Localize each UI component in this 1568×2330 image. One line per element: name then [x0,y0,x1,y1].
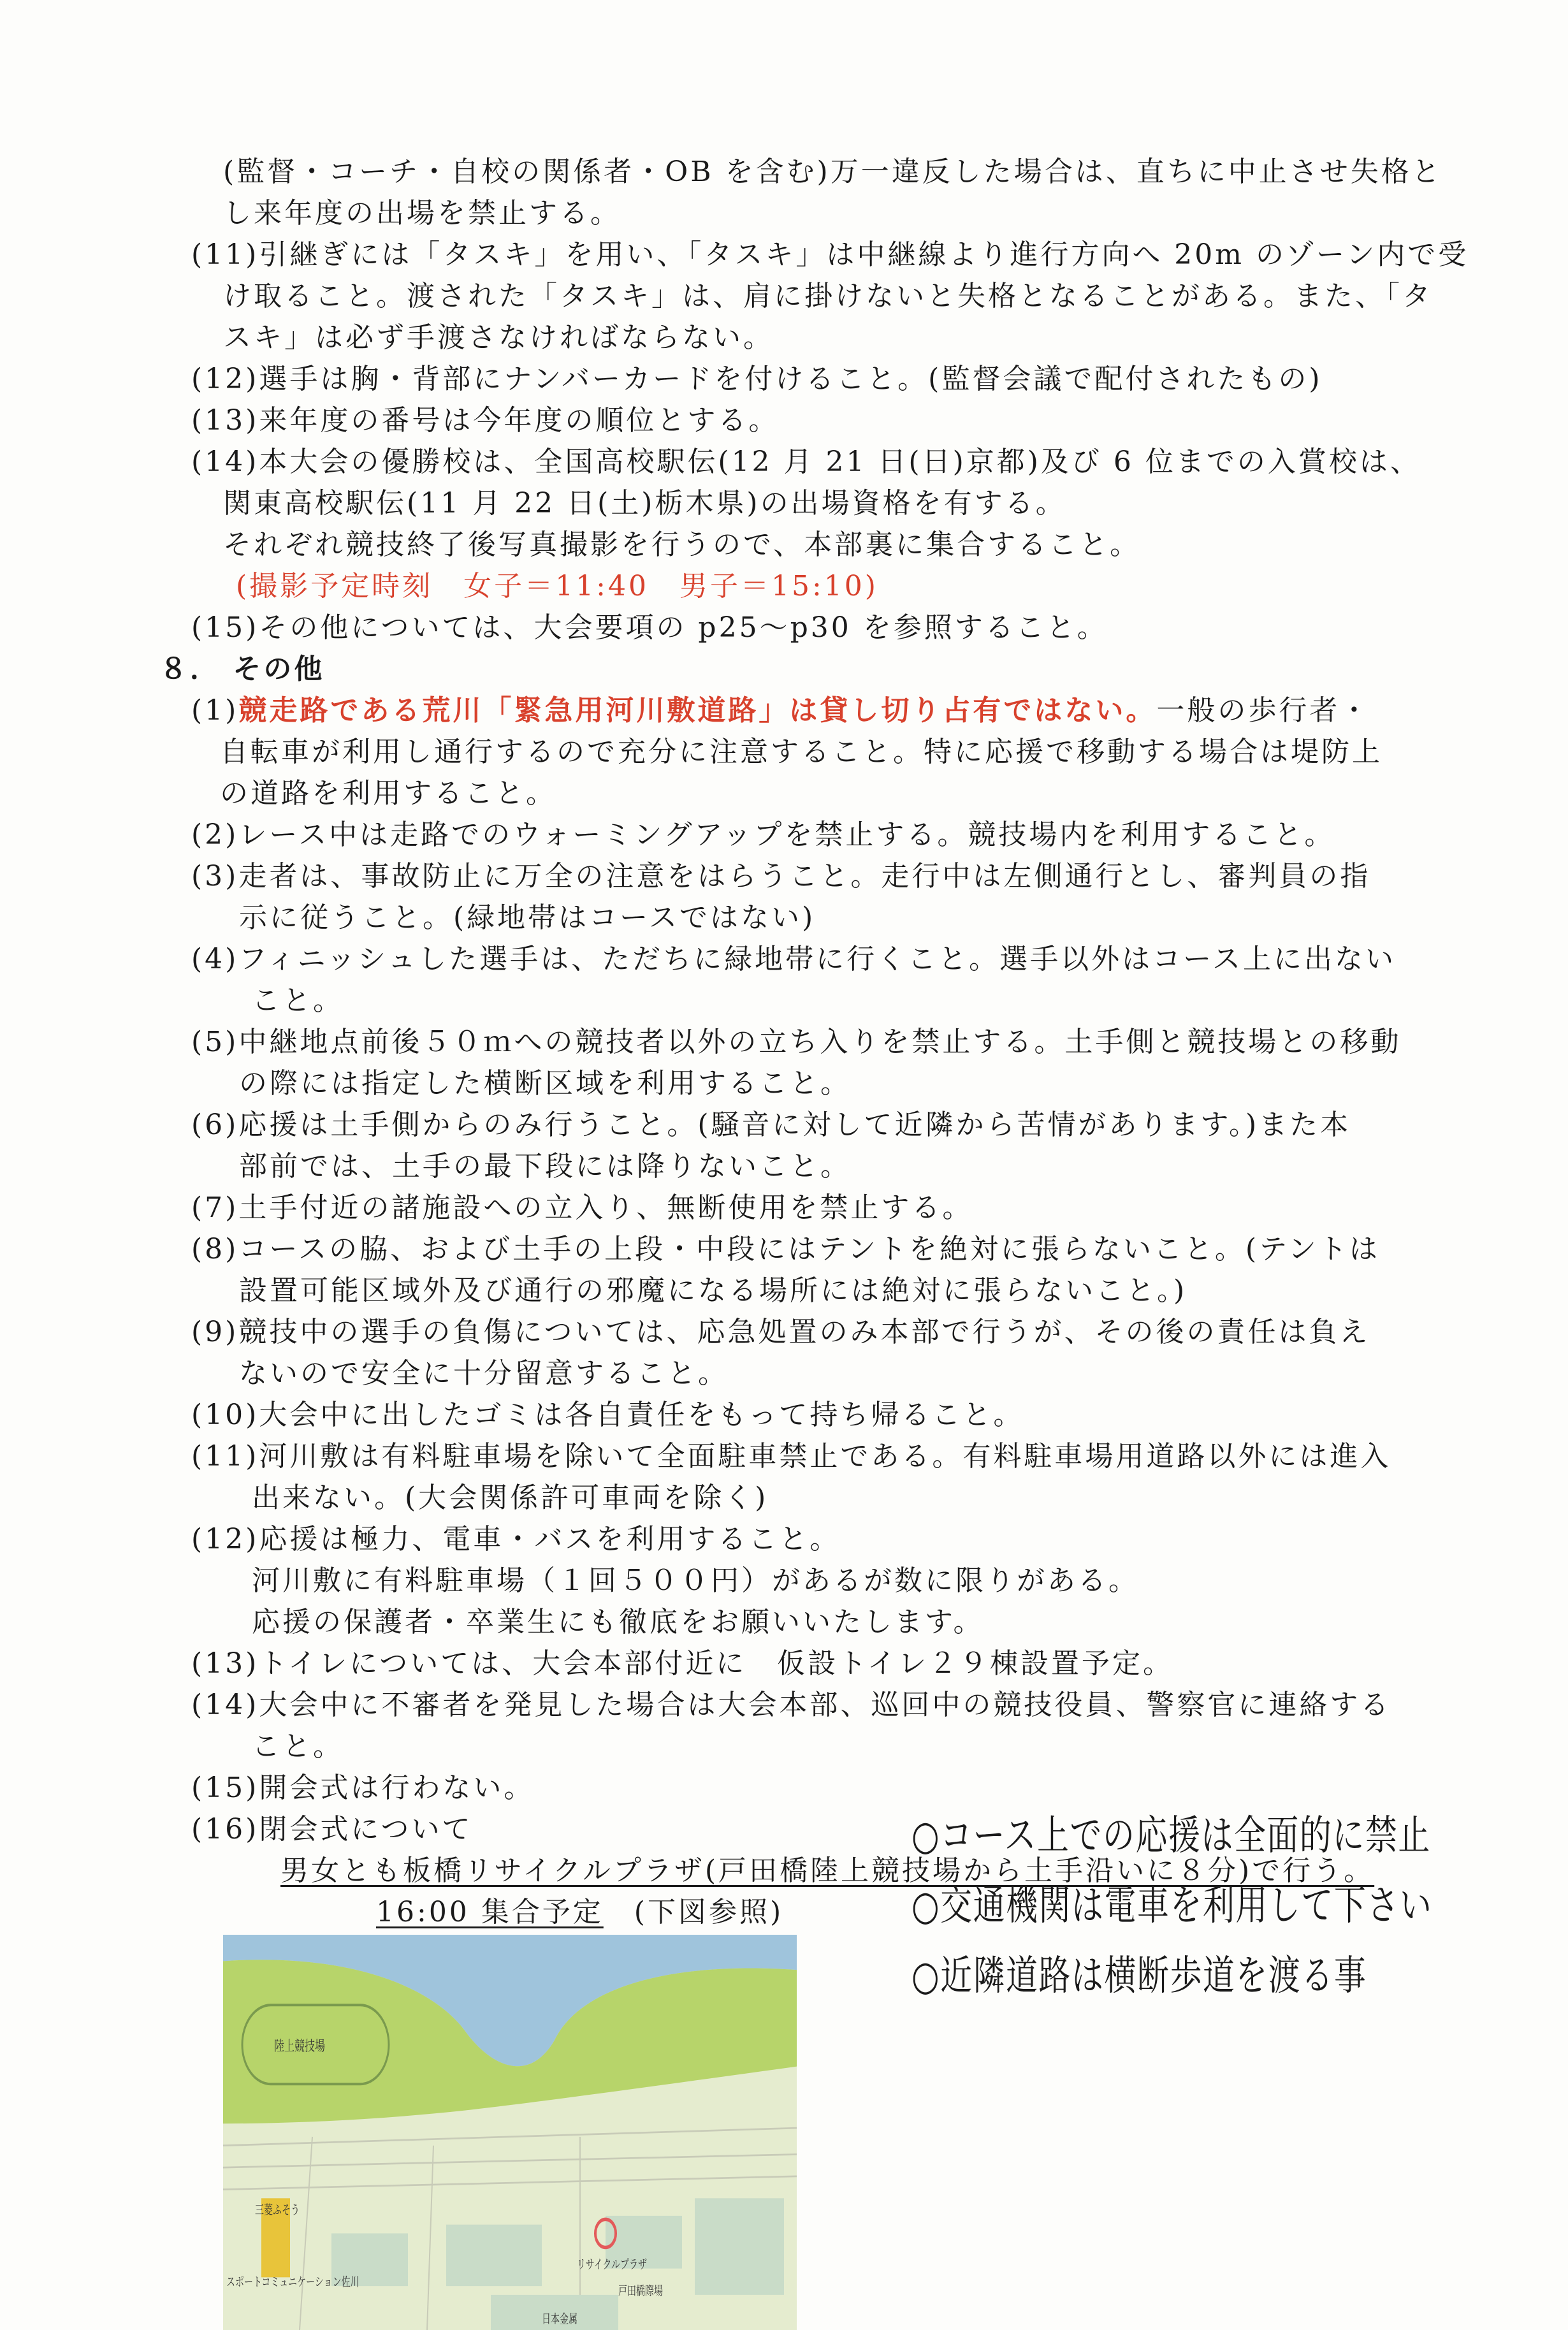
closing-ceremony-venue: 男女とも板橋リサイクルプラザ(戸田橋陸上競技場から土手沿いに８分)で行う。 [280,1854,1375,1887]
rule-line-2: し来年度の出場を禁止する。 [223,197,621,229]
item-number: (5) [191,1026,239,1058]
rule-14-cont-1: 関東高校駅伝(11 月 22 日(土)栃木県)の出場資格を有する。 [223,487,1066,520]
other-7: (7)土手付近の諸施設への立入り、無断使用を禁止する。 [191,1189,973,1227]
map-label-plaza: リサイクルプラザ [577,2257,647,2272]
item-number: (6) [191,1109,239,1141]
map-label-nihon: 日本金属 [542,2311,577,2326]
other-1-cont-1: 自転車が利用し通行するので充分に注意すること。特に応援で移動する場合は堤防上 [220,736,1383,768]
rule-13: (13)来年度の番号は今年度の順位とする。 [191,402,779,440]
other-4-cont: こと。 [252,984,344,1017]
item-number: (3) [191,860,239,892]
map-label-building: 三菱ふそう [255,2202,300,2217]
item-number: (16) [191,1813,259,1846]
item-number: (11) [191,1440,259,1473]
map-label-sports: スポートコミュニケーション佐川 [226,2274,359,2289]
item-number: (12) [191,1523,259,1555]
other-10: (10)大会中に出したゴミは各自責任をもって持ち帰ること。 [191,1396,1024,1434]
closing-ceremony-time: 16:00 集合予定 (下図参照) [376,1896,784,1928]
item-number: (14) [191,446,259,478]
other-11-cont: 出来ない。(大会関係許可車両を除く) [252,1482,769,1514]
other-4: (4)フィニッシュした選手は、ただちに緑地帯に行くこと。選手以外はコース上に出ない [191,940,1396,979]
other-15: (15)開会式は行わない。 [191,1769,534,1807]
notice-no-cheering-on-course: ○コース上での応援は全面的に禁止 [911,1812,1431,1860]
other-12-cont-2: 応援の保護者・卒業生にも徹底をお願いいたします。 [252,1606,984,1638]
other-14-cont: こと。 [252,1730,344,1763]
item-number: (15) [191,1772,259,1804]
item-number: (2) [191,819,239,851]
rule-11: (11)引継ぎには「タスキ」を用い、「タスキ」は中継線より進行方向へ 20m のゾーン内で受 [191,236,1469,274]
other-9-cont: ないので安全に十分留意すること。 [239,1357,729,1390]
other-16: (16)閉会式について [191,1810,472,1849]
notice-use-crosswalk: ○近隣道路は横断歩道を渡る事 [911,1953,1367,2000]
item-number: (13) [191,1647,259,1680]
other-6: (6)応援は土手側からのみ行うこと。(騒音に対して近隣から苦情があります。)また本 [191,1106,1351,1144]
other-6-cont: 部前では、土手の最下段には降りないこと。 [239,1150,851,1183]
rule-11-cont-2: スキ」は必ず手渡さなければならない。 [223,321,774,354]
item-number: (1) [191,694,239,727]
item-number: (14) [191,1689,259,1721]
item-number: (8) [191,1233,239,1265]
other-8: (8)コースの脇、および土手の上段・中段にはテントを絶対に張らないこと。(テントは [191,1230,1380,1269]
map-label-stadium: 陸上競技場 [274,2037,325,2055]
other-11: (11)河川敷は有料駐車場を除いて全面駐車禁止である。有料駐車場用道路以外には進入 [191,1438,1391,1476]
other-8-cont: 設置可能区域外及び通行の邪魔になる場所には絶対に張らないこと。) [239,1274,1187,1307]
map-label-toda: 戸田橋際場 [618,2283,663,2298]
notice-use-trains: ○交通機関は電車を利用して下さい [911,1882,1433,1930]
venue-map [223,1935,797,2326]
rule-11-cont-1: け取ること。渡された「タスキ」は、肩に掛けないと失格となることがある。また、「タ [223,280,1433,312]
other-3-cont: 示に従うこと。(緑地帯はコースではない) [239,901,816,934]
rule-14: (14)本大会の優勝校は、全国高校駅伝(12 月 21 日(日)京都)及び 6 位までの入賞校は、 [191,443,1421,481]
other-1-cont-2: の道路を利用すること。 [220,777,556,810]
section-8-heading: ８． その他 [159,653,325,685]
other-12: (12)応援は極力、電車・バスを利用すること。 [191,1520,840,1559]
rule-12: (12)選手は胸・背部にナンバーカードを付けること。(監督会議で配付されたもの) [191,360,1323,398]
item-number: (12) [191,363,259,395]
item-number: (10) [191,1399,259,1431]
item-number: (13) [191,404,259,437]
rule-line-1: (監督・コーチ・自校の関係者・OB を含む)万一違反した場合は、直ちに中止させ失格と [223,156,1442,188]
other-12-cont-1: 河川敷に有料駐車場（１回５００円）があるが数に限りがある。 [252,1564,1139,1597]
other-14: (14)大会中に不審者を発見した場合は大会本部、巡回中の競技役員、警察官に連絡する [191,1686,1391,1724]
rule-15: (15)その他については、大会要項の p25〜p30 を参照すること。 [191,609,1108,647]
warning-text: 競走路である荒川「緊急用河川敷道路」は貸し切り占有ではない。 [238,694,1157,727]
other-5: (5)中継地点前後５０ｍへの競技者以外の立ち入りを禁止する。土手側と競技場との移動 [191,1023,1401,1061]
item-number: (4) [191,943,239,975]
photo-time-note: (撮影予定時刻 女子＝11:40 男子＝15:10) [236,570,878,602]
item-number: (7) [191,1191,239,1224]
other-1: (1)競走路である荒川「緊急用河川敷道路」は貸し切り占有ではない。一般の歩行者・ [191,692,1370,730]
other-5-cont: の際には指定した横断区域を利用すること。 [239,1067,851,1100]
map-image [223,1935,797,2330]
other-3: (3)走者は、事故防止に万全の注意をはらうこと。走行中は左側通行とし、審判員の指 [191,857,1370,896]
item-number: (9) [191,1316,239,1348]
other-2: (2)レース中は走路でのウォーミングアップを禁止する。競技場内を利用すること。 [191,816,1335,854]
other-9: (9)競技中の選手の負傷については、応急処置のみ本部で行うが、その後の責任は負え [191,1313,1370,1351]
rule-14-cont-2: それぞれ競技終了後写真撮影を行うので、本部裏に集合すること。 [223,528,1141,561]
item-number: (11) [191,238,259,271]
item-number: (15) [191,611,259,644]
other-13: (13)トイレについては、大会本部付近に 仮設トイレ２９棟設置予定。 [191,1645,1173,1683]
